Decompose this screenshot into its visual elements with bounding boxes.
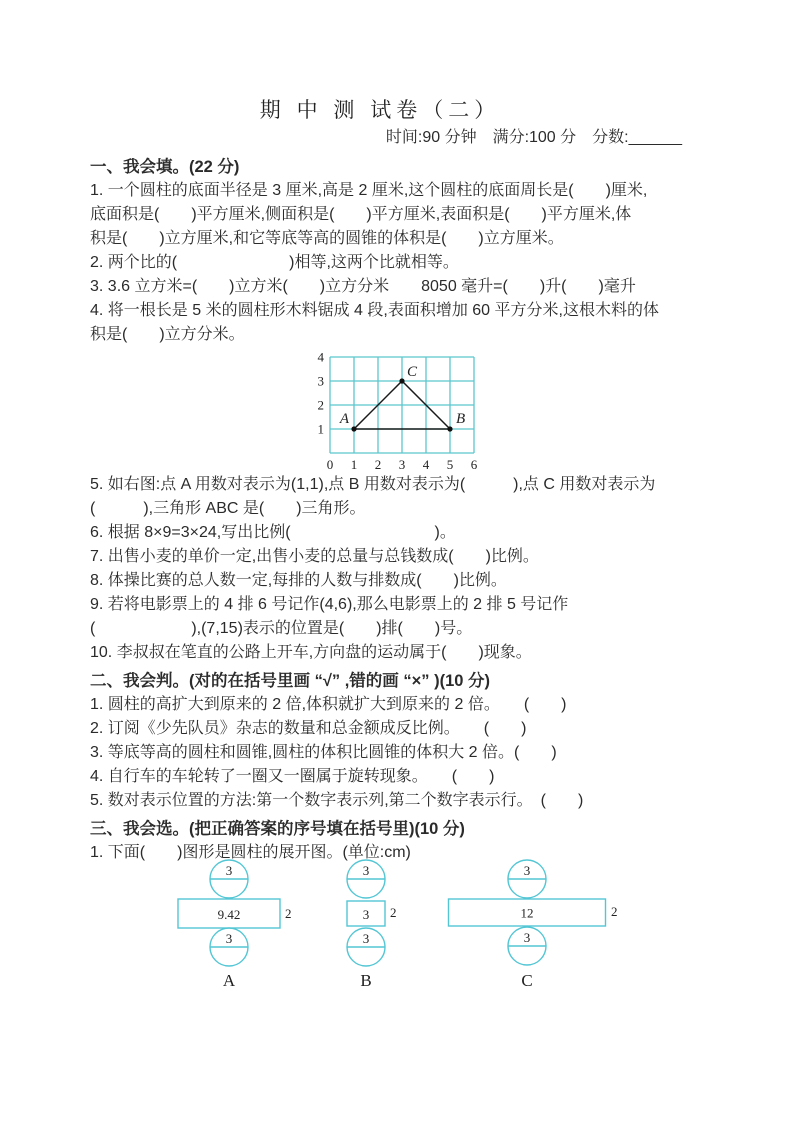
- option-height-label: 2: [611, 904, 618, 919]
- question-line: 3. 3.6 立方米=( )立方米( )立方分米 8050 毫升=( )升( )毫升: [90, 278, 636, 295]
- grid-y-tick-label: 2: [317, 397, 324, 413]
- question-line: 9. 若将电影票上的 4 排 6 号记作(4,6),那么电影票上的 2 排 5 号记作: [90, 596, 569, 613]
- exam-info-line: 时间:90 分钟 满分:100 分 分数:______: [385, 129, 682, 146]
- grid-lines: [330, 357, 474, 453]
- judge-line: 2. 订阅《少先队员》杂志的数量和总金额成反比例。 ( ): [90, 720, 527, 737]
- grid-x-tick-labels: [327, 457, 478, 472]
- question-line: 4. 将一根长是 5 米的圆柱形木料锯成 4 段,表面积增加 60 平方分米,这根木料的体: [90, 302, 659, 319]
- option-a-figure: [139, 855, 319, 991]
- triangle-vertex-label-b: B: [456, 411, 466, 427]
- question-line: 底面积是( )平方厘米,侧面积是( )平方厘米,表面积是( )平方厘米,体: [90, 206, 632, 223]
- option-b-figure: [306, 855, 426, 991]
- grid-x-tick-label: 5: [446, 457, 454, 472]
- question-line: ( ),(7,15)表示的位置是( )排( )号。: [90, 620, 473, 637]
- section-3-header: 三、我会选。(把正确答案的序号填在括号里)(10 分): [90, 820, 465, 838]
- triangle-vertex-label-a: A: [339, 411, 349, 427]
- grid-x-tick-label: 2: [374, 457, 382, 472]
- option-circle-label: 3: [225, 931, 233, 946]
- question-line: 10. 李叔叔在笔直的公路上开车,方向盘的运动属于( )现象。: [90, 644, 532, 661]
- judge-line: 4. 自行车的车轮转了一圈又一圈属于旋转现象。 ( ): [90, 768, 495, 785]
- question-line: 8. 体操比赛的总人数一定,每排的人数与排数成( )比例。: [90, 572, 507, 589]
- grid-x-tick-label: 4: [422, 457, 430, 472]
- coordinate-grid-figure: [300, 343, 492, 475]
- grid-x-tick-label: 0: [326, 457, 334, 472]
- page-title: 期 中 测 试卷（二）: [259, 99, 501, 122]
- option-circle-label: 3: [362, 863, 370, 878]
- option-letter: B: [360, 971, 372, 990]
- judge-line: 1. 圆柱的高扩大到原来的 2 倍,体积就扩大到原来的 2 倍。 ( ): [90, 696, 567, 713]
- question-line: 积是( )立方厘米,和它等底等高的圆锥的体积是( )立方厘米。: [90, 230, 564, 247]
- option-letter: A: [222, 971, 236, 990]
- cylinder-net-options-row: [90, 855, 710, 995]
- section-2-header: 二、我会判。(对的在括号里画 “√” ,错的画 “×” )(10 分): [90, 672, 491, 690]
- grid-y-tick-label: 3: [317, 373, 324, 389]
- question-line: 1. 一个圆柱的底面半径是 3 厘米,高是 2 厘米,这个圆柱的底面周长是( )厘米,: [90, 182, 648, 199]
- grid-x-tick-label: 6: [470, 457, 478, 472]
- option-rect-label: 12: [520, 905, 534, 921]
- question-line: 7. 出售小麦的单价一定,出售小麦的总量与总钱数成( )比例。: [90, 548, 539, 565]
- option-rect-label: 3: [362, 907, 370, 922]
- option-circle-label: 3: [225, 863, 233, 878]
- grid-x-tick-label: 1: [350, 457, 358, 472]
- judge-line: 5. 数对表示位置的方法:第一个数字表示列,第二个数字表示行。 ( ): [90, 792, 584, 809]
- judge-line: 3. 等底等高的圆柱和圆锥,圆柱的体积比圆锥的体积大 2 倍。( ): [90, 744, 557, 761]
- option-circle-label: 3: [362, 931, 370, 946]
- grid-x-tick-label: 3: [398, 457, 406, 472]
- question-line: 6. 根据 8×9=3×24,写出比例( )。: [90, 524, 456, 541]
- choice-question-line: 1. 下面( )图形是圆柱的展开图。(单位:cm): [90, 844, 411, 861]
- section-1-header: 一、我会填。(22 分): [90, 158, 240, 176]
- question-line: 2. 两个比的( )相等,这两个比就相等。: [90, 254, 459, 271]
- grid-y-tick-label: 1: [317, 421, 324, 437]
- question-line: ( ),三角形 ABC 是( )三角形。: [90, 500, 366, 517]
- option-circle-label: 3: [523, 930, 531, 945]
- option-height-label: 2: [390, 905, 397, 920]
- option-rect-label: 9.42: [217, 907, 241, 922]
- option-letter: C: [521, 971, 533, 990]
- grid-y-tick-label: 4: [317, 349, 324, 365]
- option-circle-label: 3: [523, 863, 531, 878]
- option-c-figure: [427, 855, 632, 991]
- triangle-vertex-label-c: C: [407, 364, 418, 380]
- question-line: 5. 如右图:点 A 用数对表示为(1,1),点 B 用数对表示为( ),点 C 用数对表示为: [90, 476, 656, 493]
- option-height-label: 2: [285, 906, 292, 921]
- question-line: 积是( )立方分米。: [90, 326, 245, 343]
- grid-y-tick-labels: [318, 350, 325, 437]
